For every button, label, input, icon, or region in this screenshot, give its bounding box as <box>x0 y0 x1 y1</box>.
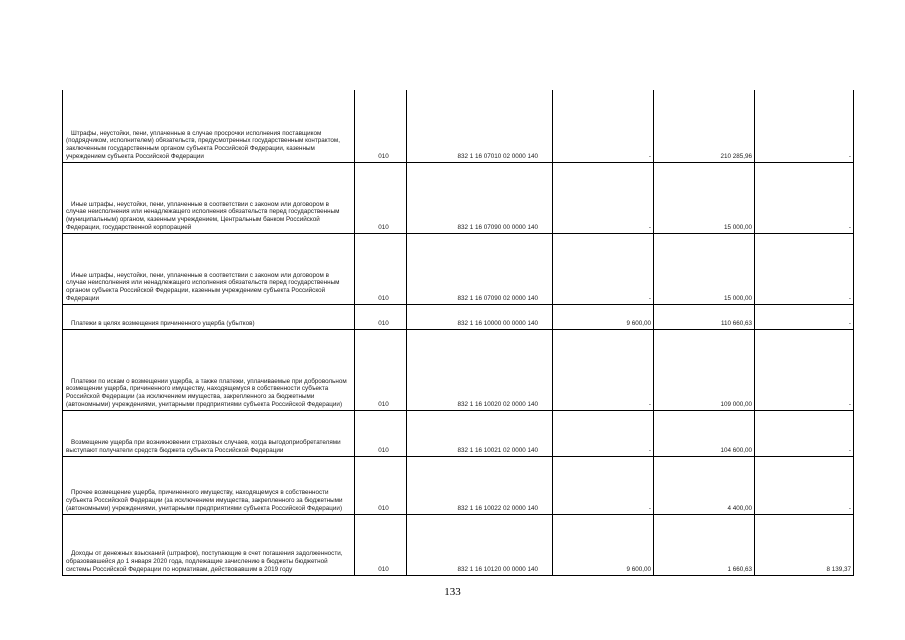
row-budget-code-cell: 832 1 16 10120 00 0000 140 <box>407 514 553 575</box>
row-executed-cell: 109 000,00 <box>654 329 755 410</box>
row-line-code-cell: 010 <box>355 162 407 233</box>
row-unexecuted-cell: - <box>755 304 854 329</box>
row-approved-cell: 9 600,00 <box>553 514 654 575</box>
row-line-code-cell: 010 <box>355 90 407 162</box>
row-line-code-cell: 010 <box>355 456 407 514</box>
row-budget-code-cell: 832 1 16 10021 02 0000 140 <box>407 410 553 456</box>
row-executed-cell: 15 000,00 <box>654 233 755 304</box>
row-line-code-cell: 010 <box>355 410 407 456</box>
page-number: 133 <box>444 586 461 598</box>
table-row <box>63 514 854 575</box>
income-report-table <box>62 90 854 576</box>
row-name-cell: Иные штрафы, неустойки, пени, уплаченные в соответствии с законом или договором в случае неисполнения или ненадлежащего исполнения обязательств перед государственным органом субъекта Российской Федерации, казенным учреждением субъекта Российской Федерации <box>63 233 355 304</box>
table-row <box>63 233 854 304</box>
row-approved-cell: 9 600,00 <box>553 304 654 329</box>
row-unexecuted-cell: - <box>755 90 854 162</box>
row-approved-cell: - <box>553 233 654 304</box>
row-line-code-cell: 010 <box>355 304 407 329</box>
row-name-cell: Платежи в целях возмещения причиненного ущерба (убытков) <box>63 304 355 329</box>
row-executed-cell: 104 600,00 <box>654 410 755 456</box>
row-name-cell: Доходы от денежных взысканий (штрафов), поступающие в счет погашения задолженности, образовавшейся до 1 января 2020 года, подлежащие зачислению в бюджеты бюджетной системы Российской Федерации по нормативам, действовавшим в 2019 году <box>63 514 355 575</box>
table-row <box>63 304 854 329</box>
row-executed-cell: 1 660,63 <box>654 514 755 575</box>
row-budget-code-cell: 832 1 16 10020 02 0000 140 <box>407 329 553 410</box>
row-budget-code-cell: 832 1 16 10022 02 0000 140 <box>407 456 553 514</box>
table-row <box>63 329 854 410</box>
table-row <box>63 456 854 514</box>
row-unexecuted-cell: - <box>755 162 854 233</box>
row-unexecuted-cell: 8 139,37 <box>755 514 854 575</box>
row-name-cell: Прочее возмещение ущерба, причиненного имуществу, находящемуся в собственности субъекта Российской Федерации (за исключением имущества, закрепленного за бюджетными (автономными) учреждениями, унитарными предприятиями субъекта Российской Федерации) <box>63 456 355 514</box>
row-approved-cell: - <box>553 329 654 410</box>
row-approved-cell: - <box>553 162 654 233</box>
row-unexecuted-cell: - <box>755 410 854 456</box>
row-approved-cell: - <box>553 410 654 456</box>
row-unexecuted-cell: - <box>755 233 854 304</box>
row-executed-cell: 110 660,63 <box>654 304 755 329</box>
row-executed-cell: 210 285,96 <box>654 90 755 162</box>
row-budget-code-cell: 832 1 16 07010 02 0000 140 <box>407 90 553 162</box>
row-executed-cell: 4 400,00 <box>654 456 755 514</box>
row-line-code-cell: 010 <box>355 329 407 410</box>
row-name-cell: Возмещение ущерба при возникновении страховых случаев, когда выгодоприобретателями выступают получатели средств бюджета субъекта Российской Федерации <box>63 410 355 456</box>
row-budget-code-cell: 832 1 16 10000 00 0000 140 <box>407 304 553 329</box>
row-name-cell: Иные штрафы, неустойки, пени, уплаченные в соответствии с законом или договором в случае неисполнения или ненадлежащего исполнения обязательств перед государственным (муниципальным) органом, казенным учреждением, Центральным банком Российской Федерации, государственной корпорацией <box>63 162 355 233</box>
table-row <box>63 410 854 456</box>
row-unexecuted-cell: - <box>755 456 854 514</box>
row-approved-cell: - <box>553 456 654 514</box>
table-row <box>63 90 854 162</box>
table-row <box>63 162 854 233</box>
row-approved-cell: - <box>553 90 654 162</box>
row-name-cell: Штрафы, неустойки, пени, уплаченные в случае просрочки исполнения поставщиком (подрядчиком, исполнителем) обязательств, предусмотренных государственным контрактом, заключенным государственным органом субъекта Российской Федерации, казенным учреждением субъекта Российской Федерации <box>63 90 355 162</box>
row-name-cell: Платежи по искам о возмещении ущерба, а также платежи, уплачиваемые при добровольном возмещении ущерба, причиненного имуществу, находящемуся в собственности субъекта Российской Федерации (за исключением имущества, закрепленного за бюджетными (автономными) учреждениями, унитарными предприятиями субъекта Российской Федерации) <box>63 329 355 410</box>
row-unexecuted-cell: - <box>755 329 854 410</box>
row-line-code-cell: 010 <box>355 233 407 304</box>
row-line-code-cell: 010 <box>355 514 407 575</box>
row-budget-code-cell: 832 1 16 07090 02 0000 140 <box>407 233 553 304</box>
row-executed-cell: 15 000,00 <box>654 162 755 233</box>
row-budget-code-cell: 832 1 16 07090 00 0000 140 <box>407 162 553 233</box>
